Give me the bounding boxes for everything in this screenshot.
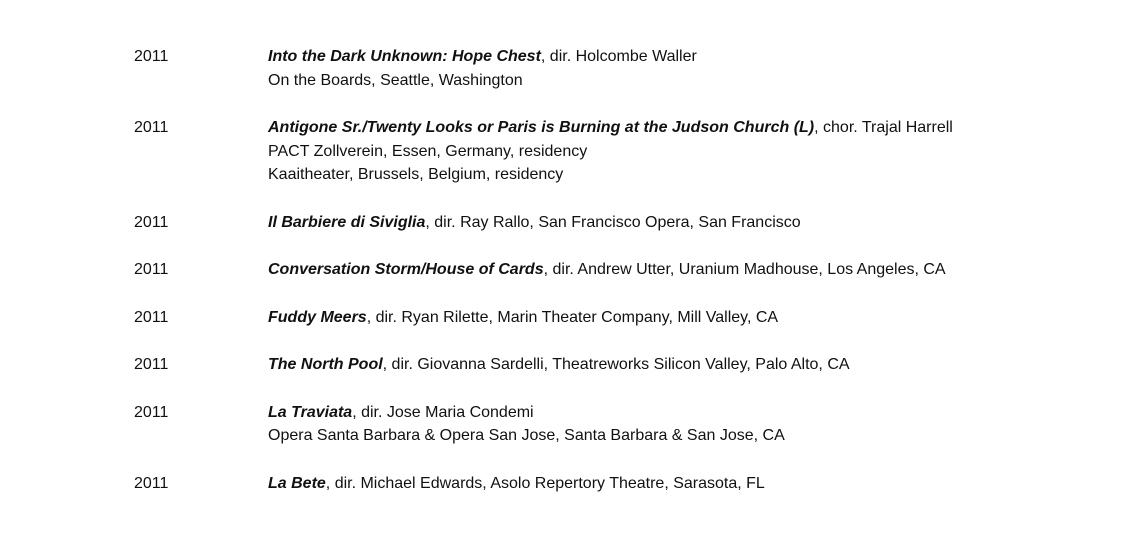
production-credit: , dir. Andrew Utter, Uranium Madhouse, Los Angeles, CA <box>543 261 946 278</box>
production-credit: , dir. Ryan Rilette, Marin Theater Company, Mill Valley, CA <box>366 308 779 326</box>
entry-body <box>268 472 1128 496</box>
production-entry <box>0 45 1139 116</box>
production-title: Conversation Storm/House of Cards <box>268 261 544 278</box>
entry-body <box>268 401 1128 448</box>
entry-year: 2011 <box>134 356 169 373</box>
production-list <box>0 45 1139 519</box>
entry-body <box>268 211 1128 235</box>
entry-body <box>268 353 1128 377</box>
production-title: La Bete <box>268 474 326 492</box>
entry-year: 2011 <box>134 474 169 492</box>
production-detail: Kaaitheater, Brussels, Belgium, residency <box>268 166 564 183</box>
entry-headline <box>268 116 1128 140</box>
production-credit: , dir. Michael Edwards, Asolo Repertory Theatre, Sarasota, FL <box>325 474 765 492</box>
entry-year: 2011 <box>134 213 169 231</box>
production-entry <box>0 116 1139 211</box>
production-detail: On the Boards, Seattle, Washington <box>268 71 523 89</box>
entry-headline <box>268 306 1128 330</box>
production-credit: , dir. Jose Maria Condemi <box>352 403 534 421</box>
entry-body <box>268 258 1128 282</box>
entry-year: 2011 <box>134 308 169 326</box>
entry-body <box>268 45 1128 92</box>
entry-body <box>268 116 1128 187</box>
entry-body <box>268 306 1128 330</box>
entry-headline <box>268 211 1128 235</box>
entry-year: 2011 <box>134 119 169 136</box>
production-title: Il Barbiere di Siviglia <box>268 213 426 231</box>
production-entry <box>0 353 1139 401</box>
production-title: The North Pool <box>268 356 383 373</box>
production-entry <box>0 211 1139 259</box>
production-credit: , chor. Trajal Harrell <box>814 119 953 136</box>
production-detail: PACT Zollverein, Essen, Germany, residency <box>268 142 588 160</box>
entry-headline <box>268 258 1128 282</box>
entry-headline <box>268 353 1128 377</box>
entry-year: 2011 <box>134 403 169 421</box>
production-detail: Opera Santa Barbara & Opera San Jose, Santa Barbara & San Jose, CA <box>268 427 785 444</box>
production-entry <box>0 306 1139 354</box>
production-entry <box>0 401 1139 472</box>
production-title: Fuddy Meers <box>268 308 367 326</box>
production-entry <box>0 258 1139 306</box>
production-title: Antigone Sr./Twenty Looks or Paris is Burning at the Judson Church (L) <box>268 119 815 136</box>
entry-headline <box>268 45 1128 69</box>
entry-headline <box>268 401 1128 425</box>
production-credit: , dir. Holcombe Waller <box>540 48 697 65</box>
production-credit: , dir. Giovanna Sardelli, Theatreworks Silicon Valley, Palo Alto, CA <box>382 356 850 373</box>
entry-headline <box>268 472 1128 496</box>
entry-year: 2011 <box>134 48 169 65</box>
production-entry <box>0 472 1139 520</box>
production-credit: , dir. Ray Rallo, San Francisco Opera, San Francisco <box>425 213 801 231</box>
production-title: La Traviata <box>268 403 353 421</box>
production-title: Into the Dark Unknown: Hope Chest <box>268 48 541 65</box>
entry-year: 2011 <box>134 261 169 278</box>
